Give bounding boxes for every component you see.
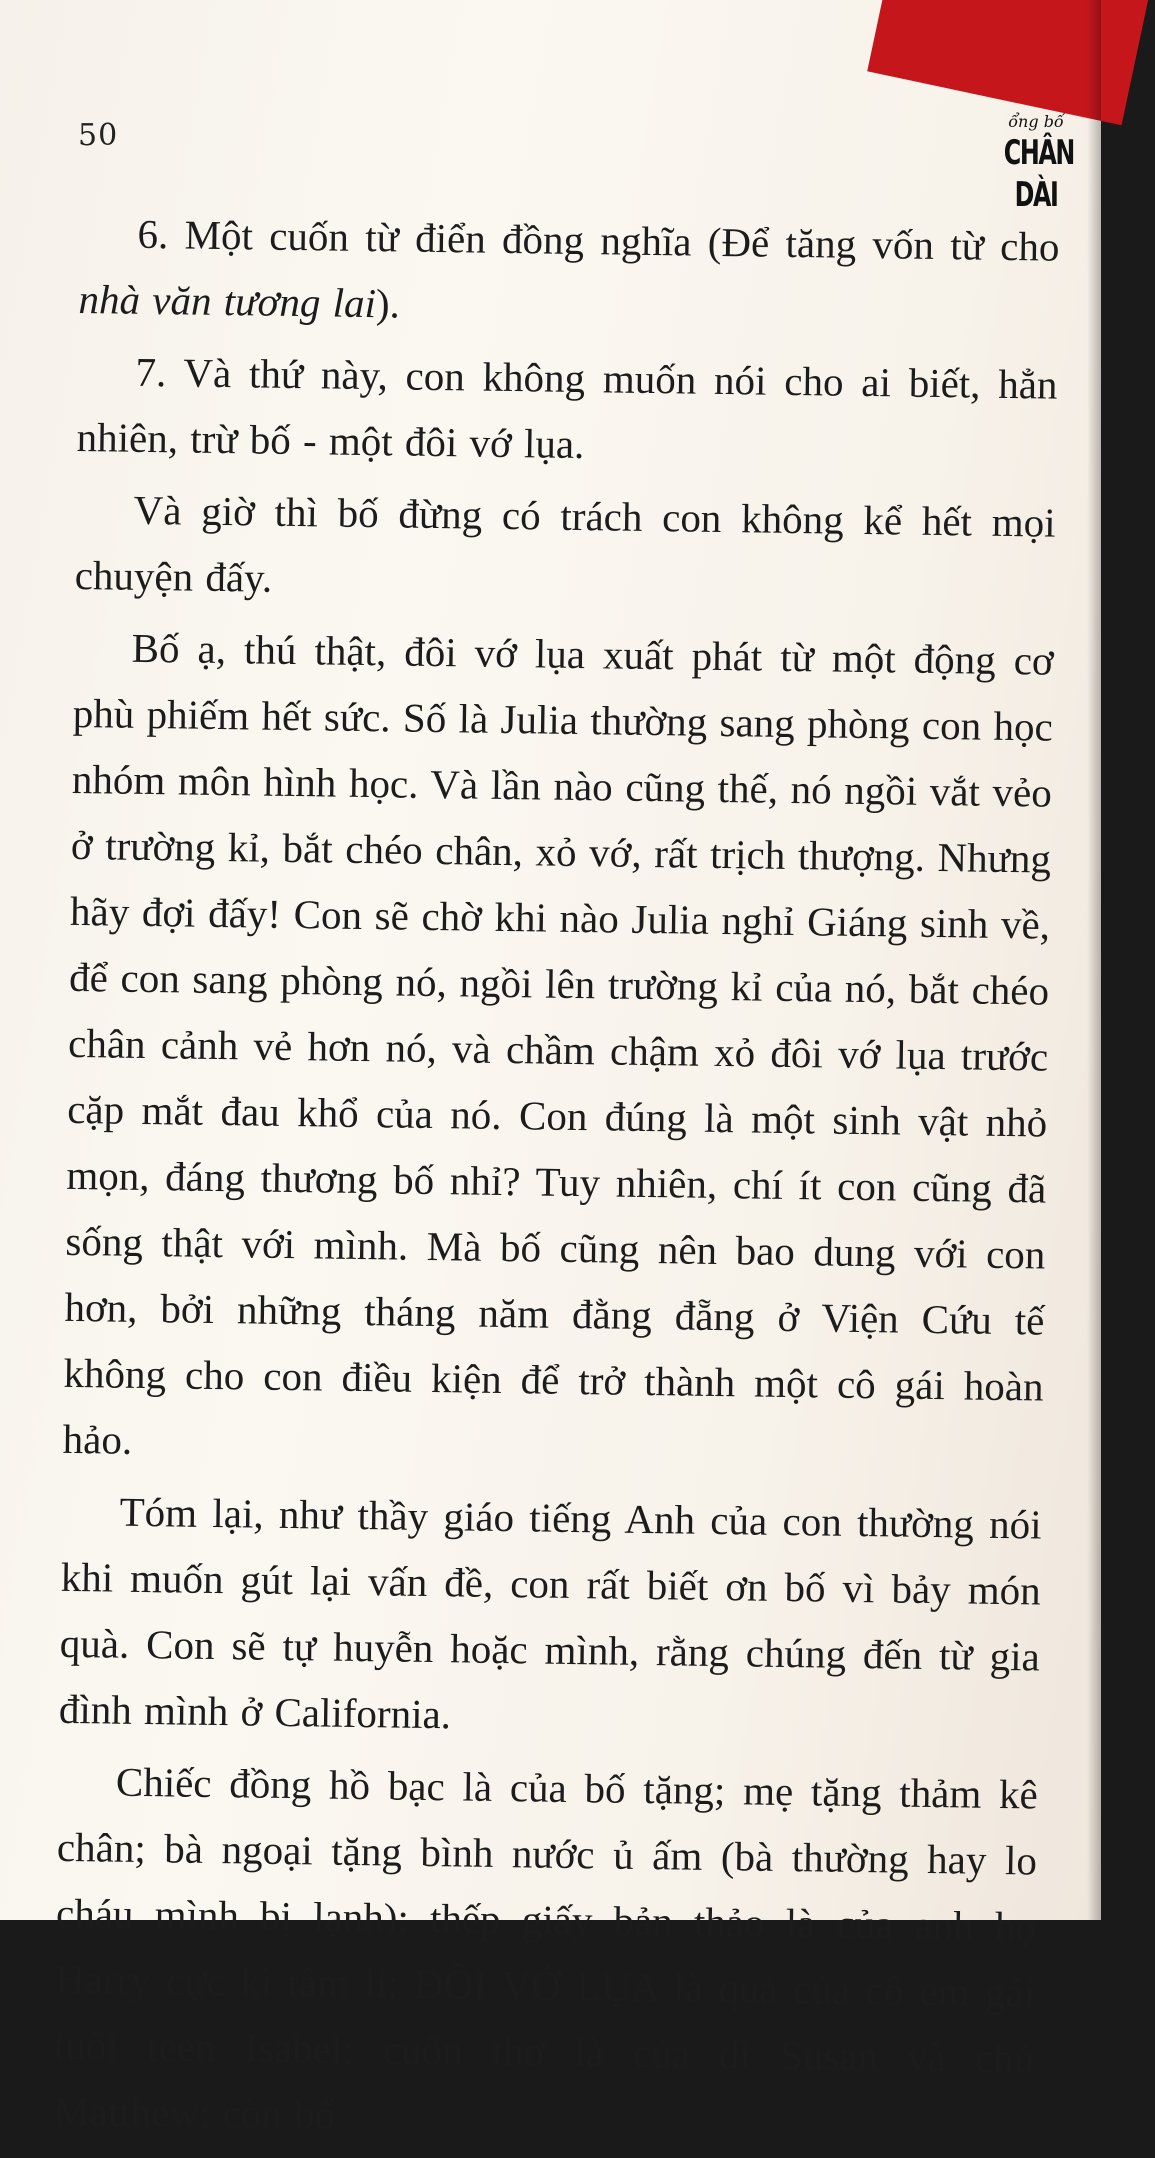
paragraph-item-7: 7. Và thứ này, con không muốn nói cho ai biết, hẳn nhiên, trừ bố - một đôi vớ lụa. (76, 348, 1058, 468)
paragraph: Bố ạ, thú thật, đôi vớ lụa xuất phát từ một động cơ phù phiếm hết sức. Số là Julia thường sang phòng con học nhóm môn hình học. Và lần nào cũng thế, nó ngồi vắt vẻo ở trường kỉ, bắt chéo chân, xỏ vớ, rất trịch thượng. Nhưng hãy đợi đấy! Con sẽ chờ khi nào Julia nghỉ Giáng sinh về, để con sang phòng nó, ngồi lên trường kỉ của nó, bắt chéo chân cảnh vẻ hơn nó, và chầm chậm xỏ đôi vớ lụa trước cặp mắt đau khổ của nó. Con đúng là một sinh vật nhỏ mọn, đáng thương bố nhỉ? Tuy nhiên, chí ít con cũng đã sống thật với mình. Mà bố cũng nên bao dung với con hơn, bởi những tháng năm đằng đẵng ở Viện Cứu tế không cho con điều kiện để trở thành một cô gái hoàn hảo. (62, 624, 1054, 1463)
paragraph: Tóm lại, như thầy giáo tiếng Anh của con thường nói khi muốn gút lại vấn đề, con rất biết ơn bố vì bảy món quà. Con sẽ tự huyễn hoặc mình, rằng chúng đến từ gia đình mình ở California. (58, 1488, 1042, 1738)
running-header-logo (990, 112, 1082, 215)
paragraph: Chiếc đồng hồ bạc là của bố tặng; mẹ tặng thảm kê chân; bà ngoại tặng bình nước ủ ấm (bà thường hay lo cháu mình bị lạnh); thếp giấy bản thảo là của anh họ Harry cực kì tâm lí; ĐÔI VỚ LỤA là quà của cô em gái tuổi teen Isabel; cuốn thơ là của dì Susan và chú Matthew; còn bố (52, 1758, 1039, 2138)
logo-top-text: ổng bố (1008, 112, 1064, 131)
book-cover-corner (867, 0, 1155, 125)
logo-main-text: CHÂN DÀI (1003, 133, 1074, 215)
paragraph-text: 6. Một cuốn từ điển đồng nghĩa (Để tăng vốn từ cho (137, 210, 1060, 270)
page-edge-shadow (1087, 0, 1101, 1920)
page-number: 50 (78, 118, 119, 153)
paragraph: Và giờ thì bố đừng có trách con không kể hết mọi chuyện đấy. (74, 486, 1056, 601)
paragraph-italic-text: nhà văn tương lai (78, 275, 377, 327)
paragraph-text: ). (375, 280, 401, 327)
body-text (53, 200, 1060, 2157)
paragraph-item-6 (78, 200, 1060, 346)
